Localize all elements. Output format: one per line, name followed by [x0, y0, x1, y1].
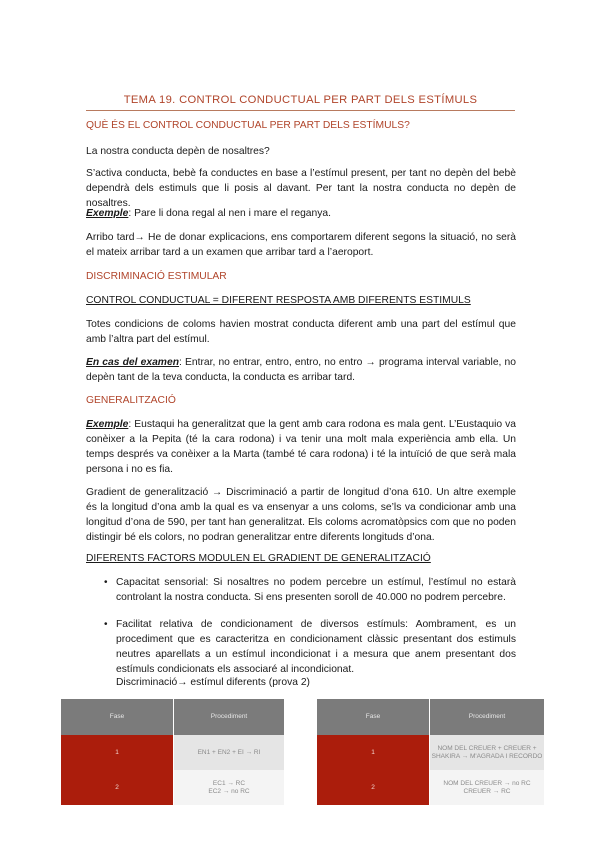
section-heading-discriminacio: DISCRIMINACIÓ ESTIMULAR: [86, 271, 227, 282]
procediment-line: EN1 + EN2 + EI → RI: [197, 748, 261, 756]
examen-label: En cas del examen: [86, 357, 179, 368]
fase-cell: 2: [317, 770, 429, 805]
fase-table-left: [61, 699, 284, 805]
table-row: [317, 770, 544, 805]
procediment-line: EC2 → no RC: [208, 787, 250, 795]
procediment-cell: [174, 770, 284, 805]
table-row: [61, 770, 284, 805]
procediment-line: CREUER → RC: [463, 787, 511, 795]
column-header-fase: Fase: [317, 699, 429, 735]
column-header-procediment: Procediment: [174, 699, 284, 735]
factors-heading: DIFERENTS FACTORS MODULEN EL GRADIENT DE GENERALITZACIÓ: [86, 553, 431, 564]
control-conductual-line: CONTROL CONDUCTUAL = DIFERENT RESPOSTA AMB DIFERENTS ESTIMULS: [86, 295, 471, 306]
procediment-line: EC1 → RC: [212, 779, 246, 787]
paragraph-arribo-tard: Arribo tard→ He de donar explicacions, ens comportarem diferent segons la situació, no serà el mateix arribar tard a un examen que arribar tard a l’aeroport.: [86, 232, 516, 258]
exemple-text: : Eustaqui ha generalitzat que la gent amb cara rodona es mala gent. L’Eustaquio va conèixer a la Pepita (té la cara rodona) i va tenir una molt mala experiència amb ella. Un temps després va conèixer a la Marta (també té cara rodona) i té la intuïció de que serà mala persona i no es fia.: [86, 419, 516, 475]
fase-table-right: [317, 699, 544, 805]
bullet-facilitat-relativa: Facilitat relativa de condicionament de diversos estímuls: Aombrament, es un procediment que es caracteritza en condicionament clàssic presentant dos estimuls neutres aparellats a un estímul incondicionat i a mesura que anem presentant dos estímuls condicionats els associaré al incondicionat.: [116, 619, 516, 675]
section-heading-que-es: QUÈ ÉS EL CONTROL CONDUCTUAL PER PART DELS ESTÍMULS?: [86, 120, 410, 131]
table-row: [317, 735, 544, 770]
procediment-cell: [430, 770, 544, 805]
fase-cell: 2: [61, 770, 173, 805]
procediment-cell: [174, 735, 284, 770]
procediment-line: NOM DEL CREUER → no RC: [443, 779, 531, 787]
bullet-capacitat-sensorial: Capacitat sensorial: Si nosaltres no podem percebre un estímul, l’estímul no estarà controlant la nostra conducta. Si ens presenten soroll de 40.000 no podrem percebre.: [116, 577, 516, 603]
bullet-marker: •: [104, 577, 108, 588]
paragraph-gradient: Gradient de generalització → Discriminació a partir de longitud d’ona 610. Un altre exemple és la longitud d’ona amb la qual es va ensenyar a uns coloms, se’ls va condicionar amb una longitud d’ona de 590, per tant han generalitzat. Els coloms acromatòpsics com que no poden distingir bé els colors, no podran generalitzar entre diferents longituds d’ona.: [86, 487, 516, 543]
procediment-line: SHAKIRA → M'AGRADA I RECORDO: [431, 752, 543, 760]
examen-text: : Entrar, no entrar, entro, entro, no entro → programa interval variable, no depèn tant de la teva conducta, la conducta es arribar tard.: [86, 357, 516, 383]
procediment-line: NOM DEL CREUER + CREUER +: [437, 744, 537, 752]
column-header-procediment: Procediment: [430, 699, 544, 735]
paragraph-examen: [86, 355, 516, 385]
paragraph-question: La nostra conducta depèn de nosaltres?: [86, 146, 270, 157]
bullet-marker: •: [104, 619, 108, 630]
column-header-fase: Fase: [61, 699, 173, 735]
fase-cell: 1: [61, 735, 173, 770]
procediment-cell: [430, 735, 544, 770]
bullet-discriminacio-note: Discriminació→ estímul diferents (prova 2): [116, 677, 310, 688]
paragraph-exemple-regal: [86, 206, 516, 221]
page-title: TEMA 19. CONTROL CONDUCTUAL PER PART DELS ESTÍMULS: [86, 93, 515, 111]
section-heading-generalitzacio: GENERALITZACIÓ: [86, 395, 176, 406]
exemple-label: Exemple: [86, 208, 129, 219]
paragraph-eustaqui: [86, 417, 516, 477]
exemple-label: Exemple: [86, 419, 129, 430]
paragraph-coloms: Totes condicions de coloms havien mostrat conducta diferent amb una part del estímul que amb l’altra part del estímul.: [86, 319, 516, 345]
table-row: [61, 735, 284, 770]
paragraph-bebe: S’activa conducta, bebè fa conductes en base a l’estímul present, per tant no depèn del bebè dependrà dels estimuls que li posis al davant. Per tant la nostra conducta no depèn de nosaltres.: [86, 168, 516, 209]
exemple-text: : Pare li dona regal al nen i mare el reganya.: [128, 208, 331, 219]
fase-cell: 1: [317, 735, 429, 770]
